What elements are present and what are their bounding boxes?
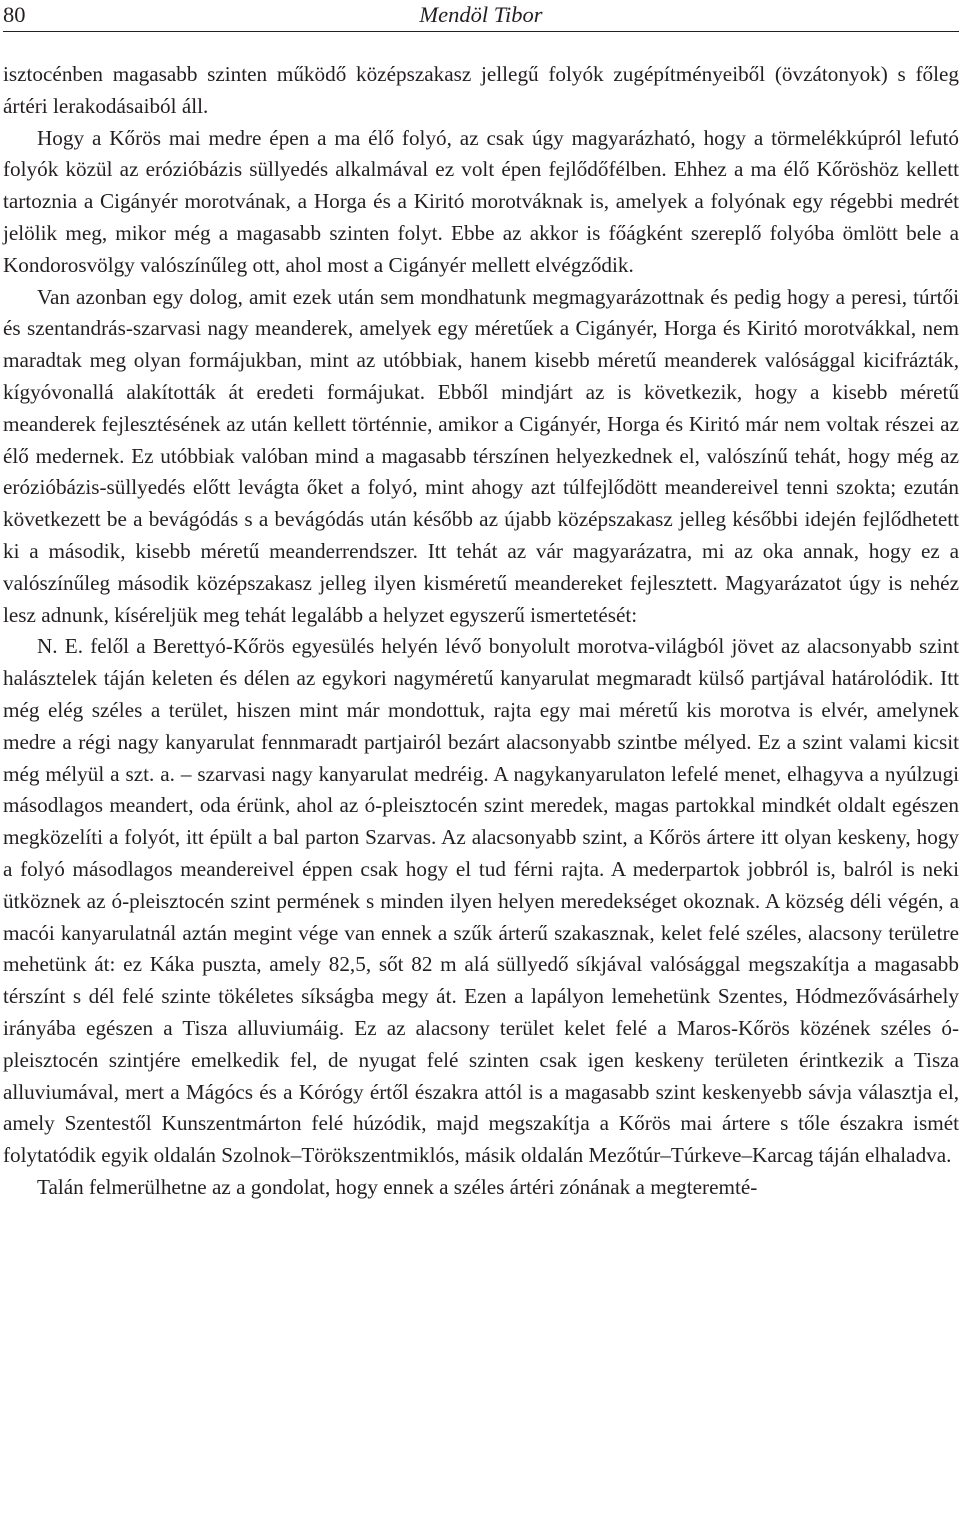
page-header	[3, 0, 959, 32]
paragraph: Van azonban egy dolog, amit ezek után sem mondhatunk megmagyarázottnak és pedig hogy a peresi, túrtői és szentandrás-szarvasi nagy meanderek, amelyek egy méretűek a Cigányér, Horga és Kiritó morotvákkal, nem maradtak meg olyan formájukban, mint az utóbbiak, hanem kisebb méretű meanderek valósággal kicifrázták, kígyóvonallá alakították át eredeti formájukat. Ebből mindjárt az is következik, hogy a kisebb méretű meanderek fejlesztésének az után kellett történnie, amikor a Cigányér, Horga és Kiritó már nem voltak részei az élő medernek. Ez utóbbiak valóban mind a magasabb térszínen helyezkednek el, valószínű tehát, hogy még az erózióbázis-süllyedés előtt levágta őket a folyó, mint ahogy azt túlfejlődött meandereivel tenni szokta; ezután következett be a bevágódás s a bevágódás után később az újabb középszakasz jelleg későbbi idején fejlődhetett ki a második, kisebb méretű meanderrendszer. Itt tehát az vár magyarázatra, mi az oka annak, hogy ez a valószínűleg második középszakasz jelleg ilyen kisméretű meandereket fejlesztett. Magyarázatot úgy is nehéz lesz adnunk, kíséreljük meg tehát legalább a helyzet egyszerű ismertetését:	[3, 284, 959, 627]
book-page	[3, 0, 959, 1520]
paragraph: Hogy a Kőrös mai medre épen a ma élő folyó, az csak úgy magyarázható, hogy a törmelékkúpról lefutó folyók közül az erózióbázis süllyedés alkalmával ez volt épen fejlődőfélben. Ehhez a ma élő Kőröshöz kellett tartoznia a Cigányér morotvának, a Horga és a Kiritó morotváknak is, amelyek a folyónak egy régebbi medrét jelölik meg, mikor még a magasabb szinten folyt. Ebbe az akkor is főágként szereplő folyóba ömlött bele a Kondorosvölgy valószínűleg ott, ahol most a Cigányér mellett elvégződik.	[3, 125, 959, 277]
running-head: Mendöl Tibor	[419, 2, 543, 27]
page-number: 80	[3, 2, 26, 27]
paragraph: isztocénben magasabb szinten működő középszakasz jellegű folyók zugépítményeiből (övzátonyok) s főleg ártéri lerakodásaiból áll.	[3, 62, 959, 118]
paragraph: N. E. felől a Berettyó-Kőrös egyesülés helyén lévő bonyolult morotva-világból jövet az alacsonyabb szint halásztelek táján keleten és délen az egykori nagyméretű kanyarulat megmaradt külső partjával határolódik. Itt még elég széles a terület, hiszen mint már mondottuk, rajta egy mai méretű kis morotva is elvér, amelynek medre a régi nagy kanyarulat fennmaradt partjairól bezárt alacsonyabb szintbe mélyed. Ez a szint valami kicsit még mélyül a szt. a. – szarvasi nagy kanyarulat medréig. A nagykanyarulaton lefelé menet, elhagyva a nyúlzugi másodlagos meandert, oda érünk, ahol az ó-pleisztocén szint meredek, magas partokkal mindkét oldalt egészen megközelíti a folyót, itt épült a bal parton Szarvas. Az alacsonyabb szint, a Kőrös ártere itt olyan keskeny, hogy a folyó másodlagos meandereivel éppen csak hogy el tud férni rajta. A mederpartok jobbról is, balról is neki ütköznek az ó-pleisztocén szint permének s minden ilyen helyen meredekséget okoznak. A község déli végén, a macói kanyarulatnál aztán megint vége van ennek a szűk árterű szakasznak, kelet felé széles, alacsony területre mehetünk át: ez Káka puszta, amely 82,5, sőt 82 m alá süllyedő síkjával valósággal megszakítja a magasabb térszínt s dél felé szinte tökéletes síkságba megy át. Ezen a lapályon lemehetünk Szentes, Hódmezővásárhely irányába egészen a Tisza alluviumáig. Ez az alacsony terület kelet felé a Maros-Kőrös közének széles ó-pleisztocén szintjére emelkedik fel, de nyugat felé szinten csak igen keskeny területen érintkezik a Tisza alluviumával, mert a Mágócs és a Kórógy értől északra attól is a magasabb szint keskenyebb sávja választja el, amely Szentestől Kunszentmárton felé húzódik, majd megszakítja a Kőrös mai árterе s tőle északra ismét folytatódik egyik oldalán Szolnok–Törökszentmiklós, másik oldalán Mezőtúr–Túrkeve–Karcag táján elhaladva.	[3, 634, 959, 1168]
paragraph: Talán felmerülhetne az a gondolat, hogy ennek a széles ártéri zónának a megteremté-	[37, 1174, 758, 1199]
body-text	[3, 59, 959, 1204]
